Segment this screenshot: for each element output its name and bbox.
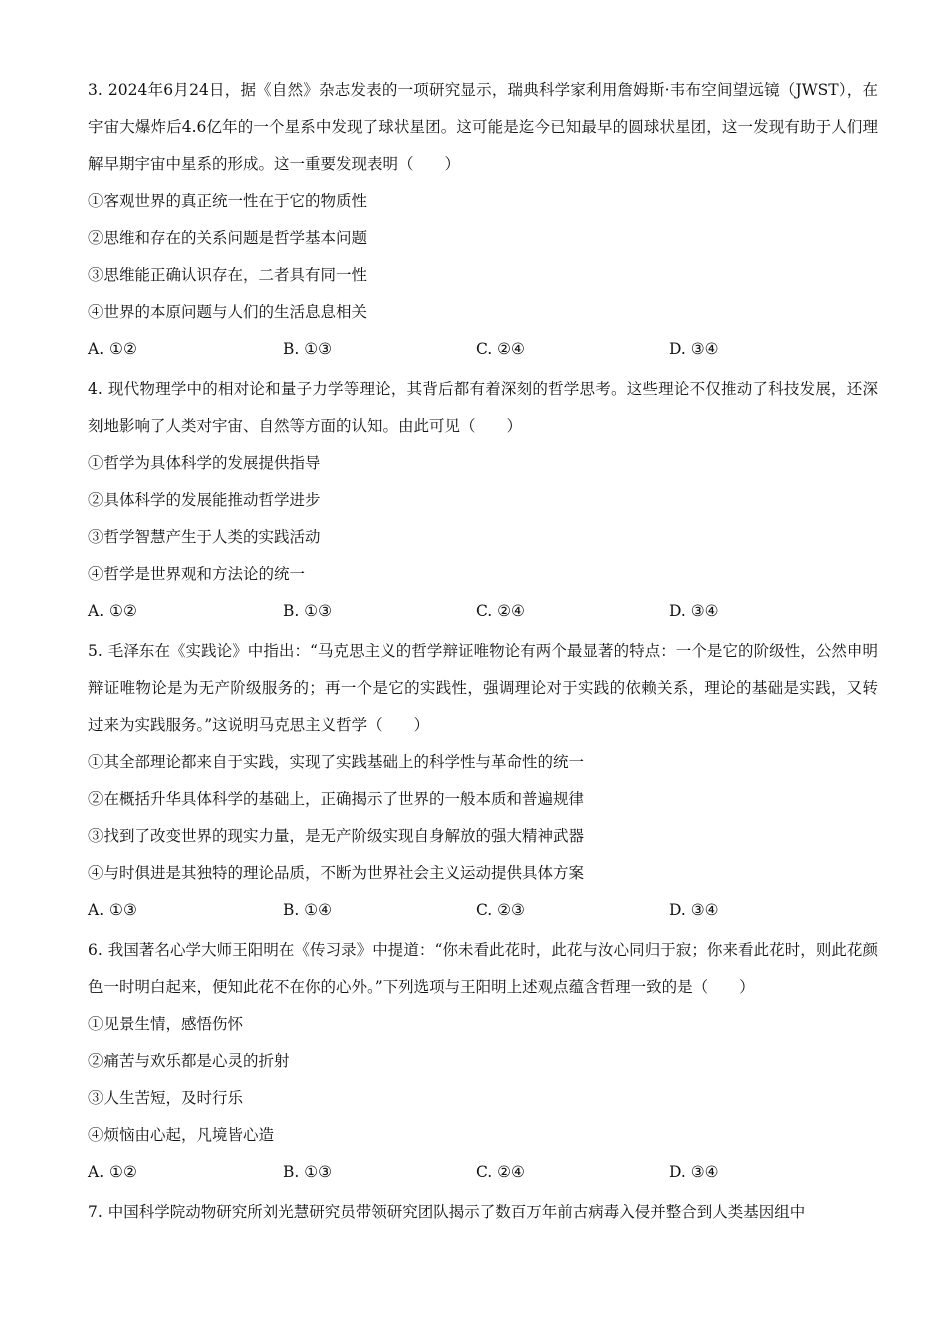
statement-2: ②在概括升华具体科学的基础上，正确揭示了世界的一般本质和普遍规律 [88,790,585,808]
statement-4: ④世界的本原问题与人们的生活息息相关 [88,303,368,321]
statement-3: ③哲学智慧产生于人类的实践活动 [88,528,321,546]
option-b[interactable]: B. ①④ [283,901,333,919]
statement-4: ④与时俱进是其独特的理论品质，不断为世界社会主义运动提供具体方案 [88,864,585,882]
statement-1: ①其全部理论都来自于实践，实现了实践基础上的科学性与革命性的统一 [88,753,585,771]
option-b[interactable]: B. ①③ [283,340,333,358]
question-stem: 4. 现代物理学中的相对论和量子力学等理论，其背后都有着深刻的哲学思考。这些理论不仅推动了科技发展，还深刻地影响了人类对宇宙、自然等方面的认知。由此可见（ ） [88,380,878,435]
answer-options [88,892,878,929]
option-b[interactable]: B. ①③ [283,602,333,620]
option-c[interactable]: C. ②④ [476,340,525,358]
option-a[interactable]: A. ①② [88,340,137,358]
statement-3: ③思维能正确认识存在，二者具有同一性 [88,266,368,284]
statement-3: ③找到了改变世界的现实力量，是无产阶级实现自身解放的强大精神武器 [88,827,585,845]
answer-options [88,1154,878,1191]
option-c[interactable]: C. ②④ [476,602,525,620]
question-5 [88,633,878,929]
question-stem: 5. 毛泽东在《实践论》中指出：“马克思主义的哲学辩证唯物论有两个最显著的特点：一个是它的阶级性，公然申明辩证唯物论是为无产阶级服务的；再一个是它的实践性，强调理论对于实践的依赖关系，理论的基础是实践，又转过来为实践服务。”这说明马克思主义哲学（ ） [88,642,878,734]
question-4 [88,371,878,630]
statement-4: ④烦恼由心起，凡境皆心造 [88,1126,275,1144]
option-a[interactable]: A. ①③ [88,901,137,919]
statement-2: ②具体科学的发展能推动哲学进步 [88,491,321,509]
statement-2: ②痛苦与欢乐都是心灵的折射 [88,1052,290,1070]
answer-options [88,593,878,630]
statement-1: ①见景生情，感悟伤怀 [88,1015,244,1033]
option-d[interactable]: D. ③④ [669,340,719,358]
answer-options [88,331,878,368]
question-7 [88,1194,878,1231]
question-3 [88,72,878,368]
question-stem: 7. 中国科学院动物研究所刘光慧研究员带领研究团队揭示了数百万年前古病毒入侵并整合到人类基因组中 [88,1203,806,1221]
statement-1: ①哲学为具体科学的发展提供指导 [88,454,321,472]
question-stem: 3. 2024年6月24日，据《自然》杂志发表的一项研究显示，瑞典科学家利用詹姆斯·韦布空间望远镜（JWST），在宇宙大爆炸后4.6亿年的一个星系中发现了球状星团。这可能是迄今已知最早的圆球状星团，这一发现有助于人们理解早期宇宙中星系的形成。这一重要发现表明（ ） [88,81,878,173]
statement-1: ①客观世界的真正统一性在于它的物质性 [88,192,368,210]
option-c[interactable]: C. ②④ [476,1163,525,1181]
question-stem: 6. 我国著名心学大师王阳明在《传习录》中提道：“你未看此花时，此花与汝心同归于寂；你来看此花时，则此花颜色一时明白起来，便知此花不在你的心外。”下列选项与王阳明上述观点蕴含哲理一致的是（ ） [88,941,878,996]
question-6 [88,932,878,1191]
statement-2: ②思维和存在的关系问题是哲学基本问题 [88,229,368,247]
option-d[interactable]: D. ③④ [669,602,719,620]
option-d[interactable]: D. ③④ [669,901,719,919]
statement-3: ③人生苦短，及时行乐 [88,1089,244,1107]
option-c[interactable]: C. ②③ [476,901,525,919]
option-a[interactable]: A. ①② [88,1163,137,1181]
option-b[interactable]: B. ①③ [283,1163,333,1181]
option-a[interactable]: A. ①② [88,602,137,620]
statement-4: ④哲学是世界观和方法论的统一 [88,565,306,583]
option-d[interactable]: D. ③④ [669,1163,719,1181]
